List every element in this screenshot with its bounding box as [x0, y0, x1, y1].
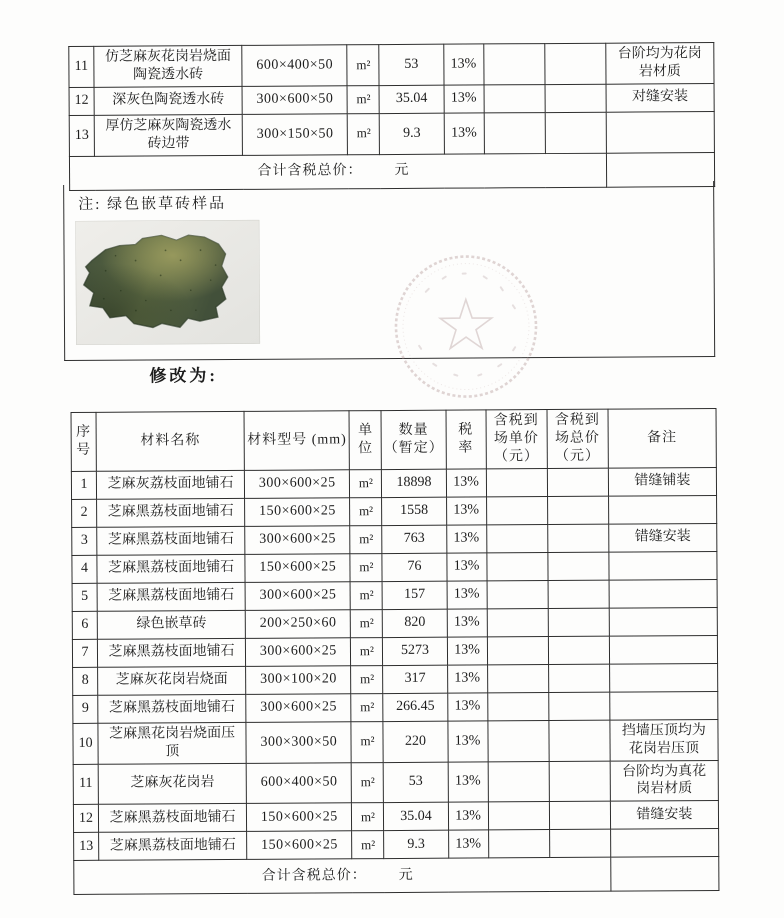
- cell-qty: 763: [382, 525, 446, 553]
- bottom-table: [71, 408, 720, 895]
- cell-total_price: [548, 552, 609, 580]
- cell-unit: m²: [350, 553, 382, 581]
- cell-name: 芝麻黑荔枝面地铺石: [97, 638, 245, 667]
- total-row: [74, 857, 719, 895]
- cell-unit: m²: [351, 721, 383, 762]
- cell-model: 150×600×25: [247, 831, 352, 860]
- cell-unit_price: [487, 580, 548, 608]
- cell-model: 150×600×25: [245, 497, 350, 526]
- cell-remark: 对缝安装: [606, 83, 714, 112]
- cell-unit_price: [487, 692, 548, 720]
- cell-name: 芝麻黑花岗岩烧面压顶: [98, 722, 246, 764]
- cell-model: 600×400×50: [242, 45, 347, 86]
- cell-name: 芝麻黑荔枝面地铺石: [98, 804, 246, 833]
- cell-total_price: [549, 761, 610, 802]
- cell-tax: 13%: [444, 85, 484, 113]
- cell-tax: 13%: [443, 44, 483, 85]
- cell-tax: 13%: [447, 637, 487, 665]
- cell-total_price: [548, 608, 609, 636]
- total-label: 合计含税总价：: [257, 163, 363, 179]
- table-row: [73, 719, 718, 764]
- cell-name: 芝麻黑荔枝面地铺石: [97, 498, 245, 527]
- cell-total_price: [548, 580, 609, 608]
- cell-tax: 13%: [446, 497, 486, 525]
- cell-total_price: [549, 802, 610, 830]
- cell-model: 300×600×50: [242, 86, 347, 115]
- cell-unit: m²: [347, 85, 379, 113]
- cell-qty: 157: [383, 581, 447, 609]
- cell-unit: m²: [351, 609, 383, 637]
- cell-qty: 35.04: [379, 85, 443, 113]
- cell-unit_price: [487, 608, 548, 636]
- cell-no: 2: [72, 499, 97, 527]
- cell-remark: [609, 607, 717, 636]
- header-qty: 数量 （暂定）: [381, 410, 445, 469]
- cell-unit: m²: [351, 665, 383, 693]
- cell-tax: 13%: [447, 581, 487, 609]
- revision-label: 修改为:: [149, 366, 219, 386]
- cell-unit: m²: [347, 45, 379, 86]
- cell-remark: 错缝安装: [608, 523, 716, 552]
- table-row: [71, 467, 716, 499]
- cell-qty: 18898: [382, 469, 446, 497]
- header-row: [71, 409, 716, 472]
- cell-remark: [611, 857, 719, 892]
- cell-unit: m²: [351, 693, 383, 721]
- cell-total_price: [548, 664, 609, 692]
- cell-unit: m²: [350, 469, 382, 497]
- cell-unit: m²: [351, 637, 383, 665]
- cell-unit_price: [486, 524, 547, 552]
- cell-no: 13: [69, 115, 94, 156]
- table-row: [73, 801, 718, 833]
- cell-no: 5: [72, 583, 97, 611]
- cell-name: 芝麻黑荔枝面地铺石: [97, 554, 245, 583]
- grand-total-cell: [74, 858, 611, 895]
- cell-no: 11: [73, 764, 98, 805]
- cell-model: 150×600×25: [247, 803, 352, 832]
- currency-label: 元: [394, 163, 410, 179]
- cell-total_price: [547, 468, 608, 496]
- cell-tax: 13%: [448, 830, 488, 858]
- cell-no: 4: [72, 555, 97, 583]
- cell-remark: 台阶均为真花岗岩材质: [610, 760, 718, 801]
- cell-name: 绿色嵌草砖: [97, 610, 245, 639]
- total-label: 合计含税总价：: [261, 868, 367, 884]
- cell-model: 300×300×50: [246, 721, 351, 762]
- cell-remark: 台阶均为花岗岩材质: [606, 43, 714, 84]
- currency-label: 元: [398, 867, 414, 883]
- cell-name: 芝麻灰荔枝面地铺石: [96, 470, 244, 499]
- cell-model: 200×250×60: [245, 609, 350, 638]
- cell-tax: 13%: [448, 761, 488, 802]
- cell-no: 11: [69, 46, 94, 87]
- cell-remark: 错缝铺装: [608, 467, 716, 496]
- header-total_price: 含税到 场总价 （元）: [547, 409, 608, 468]
- cell-qty: 9.3: [384, 831, 448, 859]
- cell-qty: 76: [382, 553, 446, 581]
- table-row: [73, 663, 718, 695]
- cell-total_price: [549, 830, 610, 858]
- table-row: [73, 691, 718, 723]
- cell-remark: 错缝安装: [610, 801, 718, 830]
- cell-qty: 35.04: [384, 803, 448, 831]
- cell-total_price: [545, 112, 606, 153]
- table-row: [74, 829, 719, 861]
- cell-qty: 5273: [383, 637, 447, 665]
- cell-total_price: [545, 84, 606, 112]
- cell-qty: 317: [383, 665, 447, 693]
- cell-name: 仿芝麻灰花岗岩烧面陶瓷透水砖: [94, 45, 242, 87]
- cell-total_price: [544, 43, 605, 84]
- cell-name: 厚仿芝麻灰陶瓷透水砖边带: [94, 114, 242, 156]
- cell-total_price: [547, 496, 608, 524]
- note-box: [63, 181, 715, 361]
- table-row: [72, 551, 717, 583]
- cell-unit_price: [487, 720, 548, 761]
- cell-qty: 266.45: [383, 693, 447, 721]
- header-unit: 单 位: [349, 411, 381, 470]
- cell-no: 10: [73, 723, 98, 764]
- cell-name: 芝麻黑荔枝面地铺石: [99, 832, 247, 861]
- top-table: [68, 42, 715, 191]
- cell-unit: m²: [350, 525, 382, 553]
- table-row: [72, 579, 717, 611]
- cell-model: 300×150×50: [242, 114, 347, 155]
- cell-total_price: [548, 636, 609, 664]
- header-no: 序 号: [71, 412, 96, 471]
- cell-qty: 1558: [382, 497, 446, 525]
- cell-no: 12: [69, 87, 94, 115]
- cell-remark: [609, 663, 717, 692]
- table-row: [72, 607, 717, 639]
- cell-name: 芝麻黑荔枝面地铺石: [97, 582, 245, 611]
- cell-unit_price: [488, 761, 549, 802]
- cell-no: 9: [73, 695, 98, 723]
- cell-qty: 820: [383, 609, 447, 637]
- header-unit_price: 含税到 场单价 （元）: [486, 410, 547, 469]
- cell-model: 600×400×50: [246, 762, 351, 803]
- cell-tax: 13%: [447, 609, 487, 637]
- cell-name: 深灰色陶瓷透水砖: [94, 86, 242, 115]
- table-row: [73, 760, 718, 805]
- cell-unit_price: [487, 636, 548, 664]
- cell-unit: m²: [348, 113, 380, 154]
- cell-tax: 13%: [448, 802, 488, 830]
- cell-unit_price: [488, 802, 549, 830]
- cell-name: 芝麻黑荔枝面地铺石: [97, 526, 245, 555]
- cell-remark: [610, 829, 718, 858]
- cell-tax: 13%: [446, 553, 486, 581]
- cell-unit: m²: [352, 762, 384, 803]
- cell-no: 7: [72, 639, 97, 667]
- sample-photo: [75, 220, 260, 345]
- cell-tax: 13%: [444, 113, 484, 154]
- cell-unit_price: [484, 112, 545, 153]
- header-name: 材料名称: [96, 411, 245, 471]
- cell-total_price: [548, 692, 609, 720]
- cell-qty: 53: [379, 44, 443, 85]
- cell-model: 300×600×25: [245, 525, 350, 554]
- cell-tax: 13%: [447, 693, 487, 721]
- cell-remark: [608, 495, 716, 524]
- cell-no: 6: [72, 611, 97, 639]
- cell-model: 300×600×25: [246, 637, 351, 666]
- header-model: 材料型号 (mm): [244, 411, 350, 470]
- cell-remark: [609, 635, 717, 664]
- table-row: [69, 43, 714, 88]
- header-tax: 税 率: [446, 410, 486, 469]
- cell-total_price: [547, 524, 608, 552]
- table-row: [72, 523, 717, 555]
- table-row: [69, 111, 714, 156]
- cell-unit_price: [488, 830, 549, 858]
- cell-tax: 13%: [447, 721, 487, 762]
- cell-remark: 挡墙压顶均为花岗岩压顶: [610, 719, 718, 760]
- cell-tax: 13%: [447, 665, 487, 693]
- cell-qty: 53: [384, 762, 448, 803]
- cell-no: 13: [74, 833, 99, 861]
- cell-remark: [609, 579, 717, 608]
- table-row: [72, 495, 717, 527]
- cell-tax: 13%: [446, 469, 486, 497]
- cell-unit: m²: [350, 497, 382, 525]
- cell-unit_price: [484, 84, 545, 112]
- cell-unit_price: [486, 468, 547, 496]
- cell-no: 8: [73, 667, 98, 695]
- table-row: [69, 83, 714, 115]
- cell-remark: [609, 551, 717, 580]
- cell-unit: m²: [350, 581, 382, 609]
- cell-unit: m²: [352, 831, 384, 859]
- cell-total_price: [549, 720, 610, 761]
- cell-qty: 220: [383, 721, 447, 762]
- cell-model: 300×100×20: [246, 665, 351, 694]
- cell-no: 12: [73, 805, 98, 833]
- note-label: 注: 绿色嵌草砖样品: [78, 196, 227, 213]
- table-row: [72, 635, 717, 667]
- cell-name: 芝麻灰花岗岩烧面: [98, 666, 246, 695]
- cell-model: 300×600×25: [245, 469, 350, 498]
- cell-unit: m²: [352, 803, 384, 831]
- cell-unit_price: [483, 44, 544, 85]
- header-remark: 备注: [608, 409, 717, 468]
- cell-model: 300×600×25: [246, 693, 351, 722]
- cell-unit_price: [487, 664, 548, 692]
- cell-unit_price: [486, 496, 547, 524]
- cell-model: 300×600×25: [245, 581, 350, 610]
- cell-name: 芝麻灰花岗岩: [98, 763, 246, 805]
- cell-unit_price: [486, 552, 547, 580]
- cell-no: 1: [71, 471, 96, 499]
- cell-remark: [610, 691, 718, 720]
- cell-name: 芝麻黑荔枝面地铺石: [98, 694, 246, 723]
- cell-model: 150×600×25: [245, 553, 350, 582]
- cell-remark: [606, 111, 714, 152]
- cell-qty: 9.3: [380, 113, 444, 154]
- cell-tax: 13%: [446, 525, 486, 553]
- cell-no: 3: [72, 527, 97, 555]
